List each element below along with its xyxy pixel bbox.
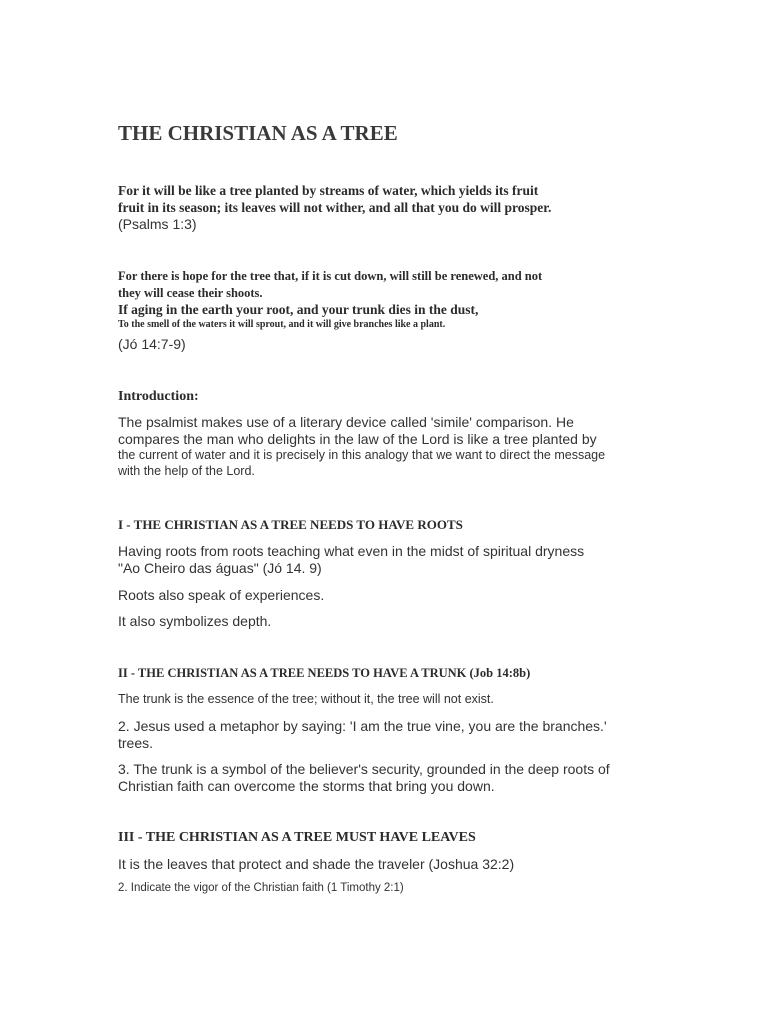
introduction-line2: compares the man who delights in the law of the Lord is like a tree planted by: [118, 431, 597, 447]
section2-heading: II - THE CHRISTIAN AS A TREE NEEDS TO HAVE A TRUNK (Job 14:8b): [118, 666, 531, 680]
introduction-heading: Introduction:: [118, 389, 199, 404]
section2-para1: The trunk is the essence of the tree; without it, the tree will not exist.: [118, 692, 494, 706]
page-title: THE CHRISTIAN AS A TREE: [118, 121, 398, 145]
section3-para1: It is the leaves that protect and shade the traveler (Joshua 32:2): [118, 856, 515, 872]
verse2-line1: For there is hope for the tree that, if it is cut down, will still be renewed, and not: [118, 269, 543, 283]
section3-para2: 2. Indicate the vigor of the Christian faith (1 Timothy 2:1): [118, 882, 404, 894]
section1-para1-line2: "Ao Cheiro das águas" (Jó 14. 9): [118, 560, 322, 576]
section1-para2: Roots also speak of experiences.: [118, 587, 325, 603]
introduction-line4: with the help of the Lord.: [118, 464, 255, 478]
verse2-reference: (Jó 14:7-9): [118, 336, 186, 352]
verse1-line2: fruit in its season; its leaves will not wither, and all that you do will prosper.: [118, 200, 552, 215]
verse2-line4: To the smell of the waters it will sprout, and it will give branches like a plant.: [118, 319, 446, 330]
introduction-line1: The psalmist makes use of a literary device called 'simile' comparison. He: [118, 414, 574, 430]
introduction-line3: the current of water and it is precisely in this analogy that we want to direct the message: [118, 448, 606, 462]
section2-para2-line2: trees.: [118, 735, 154, 751]
section1-para1-line1: Having roots from roots teaching what even in the midst of spiritual dryness: [118, 543, 585, 559]
section3-heading: III - THE CHRISTIAN AS A TREE MUST HAVE LEAVES: [118, 830, 476, 845]
section1-heading: I - THE CHRISTIAN AS A TREE NEEDS TO HAVE ROOTS: [118, 517, 463, 532]
section2-para2-line1: 2. Jesus used a metaphor by saying: 'I am the true vine, you are the branches.': [118, 718, 607, 734]
verse2-line2: they will cease their shoots.: [118, 286, 263, 300]
verse1-line1: For it will be like a tree planted by streams of water, which yields its fruit: [118, 183, 539, 198]
section2-para3-line1: 3. The trunk is a symbol of the believer's security, grounded in the deep roots of: [118, 761, 610, 777]
section1-para3: It also symbolizes depth.: [118, 613, 272, 629]
verse2-line3: If aging in the earth your root, and your trunk dies in the dust,: [118, 302, 479, 317]
verse1-reference: (Psalms 1:3): [118, 216, 197, 232]
section2-para3-line2: Christian faith can overcome the storms that bring you down.: [118, 778, 495, 794]
